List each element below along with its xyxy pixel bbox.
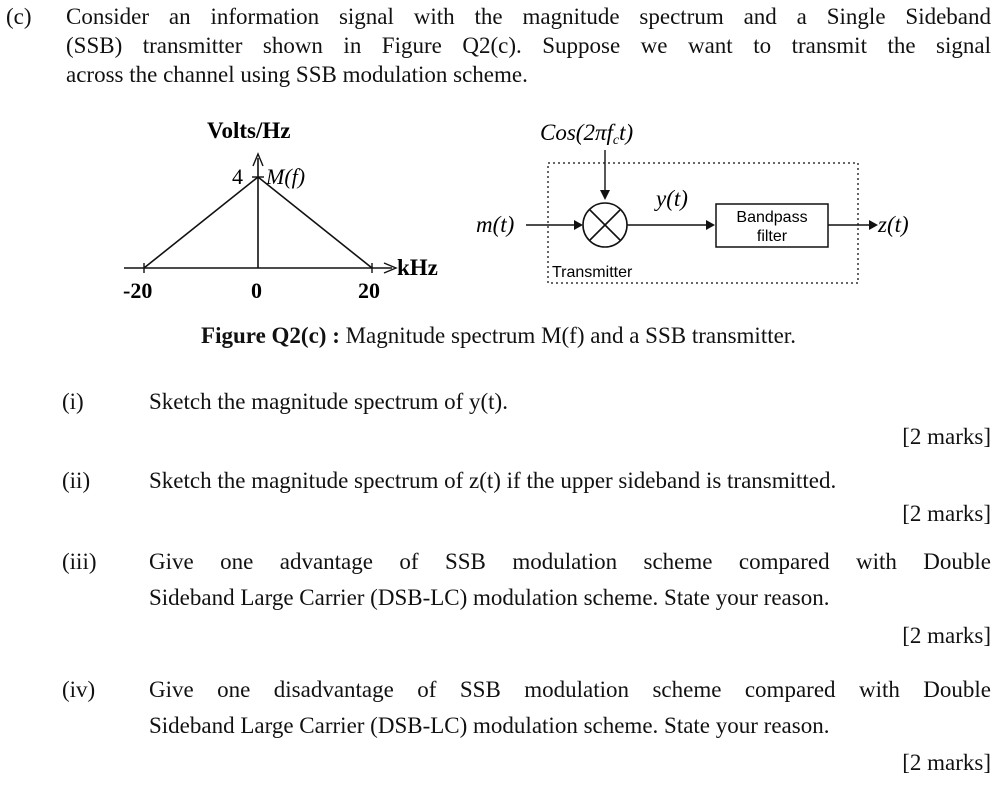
output-arrowhead	[869, 220, 878, 230]
question-i-line-1: Sketch the magnitude spectrum of y(t).	[149, 389, 508, 414]
question-iii-marks: [2 marks]	[902, 623, 991, 648]
question-i-text	[149, 387, 991, 416]
filter-label-line-1: Bandpass	[736, 209, 808, 226]
x-unit-label: kHz	[397, 255, 438, 280]
figure-caption	[0, 323, 997, 349]
question-iii-text	[149, 547, 991, 612]
question-iii-number: (iii)	[62, 549, 97, 574]
input-label: m(t)	[476, 212, 515, 237]
peak-value-label: 4	[232, 164, 243, 189]
question-iv-marks: [2 marks]	[902, 750, 991, 775]
question-ii-marks: [2 marks]	[902, 501, 991, 526]
question-i-number: (i)	[62, 389, 84, 414]
intro-paragraph	[66, 2, 991, 89]
x-tick-label-neg20: -20	[123, 278, 153, 303]
intro-line-3: across the channel using SSB modulation scheme.	[66, 62, 528, 87]
question-iii-line-1: Give one advantage of SSB modulation scheme compared with Double	[149, 549, 991, 574]
mixer-output-arrowhead	[706, 220, 715, 230]
question-i-marks: [2 marks]	[902, 424, 991, 449]
question-iv-number: (iv)	[62, 677, 96, 702]
carrier-label: Cos(2πfct)	[540, 120, 634, 148]
y-axis-label: Volts/Hz	[207, 118, 291, 143]
carrier-arrowhead	[600, 190, 610, 200]
caption-text: Magnitude spectrum M(f) and a SSB transmitter.	[339, 323, 796, 348]
x-tick-label-0: 0	[251, 278, 262, 303]
question-iv-line-2: Sideband Large Carrier (DSB-LC) modulation scheme. State your reason.	[149, 713, 830, 738]
question-iii-line-2: Sideband Large Carrier (DSB-LC) modulation scheme. State your reason.	[149, 585, 830, 610]
intro-line-1: Consider an information signal with the magnitude spectrum and a Single Sideband	[66, 4, 991, 29]
question-ii-line-1: Sketch the magnitude spectrum of z(t) if the upper sideband is transmitted.	[149, 468, 837, 493]
ssb-transmitter-diagram	[470, 110, 970, 300]
mixer-output-label: y(t)	[656, 186, 688, 211]
question-iv-text	[149, 675, 991, 740]
output-label: z(t)	[878, 212, 909, 237]
part-label: (c)	[6, 4, 32, 29]
spectrum-function-label: M(f)	[266, 164, 306, 189]
x-tick-label-pos20: 20	[358, 278, 380, 303]
filter-label-line-2: filter	[756, 228, 788, 245]
input-arrowhead	[574, 220, 583, 230]
intro-line-2: (SSB) transmitter shown in Figure Q2(c). Suppose we want to transmit the signal	[66, 33, 991, 58]
question-iv-line-1: Give one disadvantage of SSB modulation scheme compared with Double	[149, 677, 991, 702]
question-ii-text	[149, 466, 991, 495]
question-ii-number: (ii)	[62, 468, 91, 493]
transmitter-label: Transmitter	[552, 264, 633, 281]
magnitude-spectrum-figure	[100, 110, 460, 310]
caption-title: Figure Q2(c) :	[201, 323, 340, 348]
